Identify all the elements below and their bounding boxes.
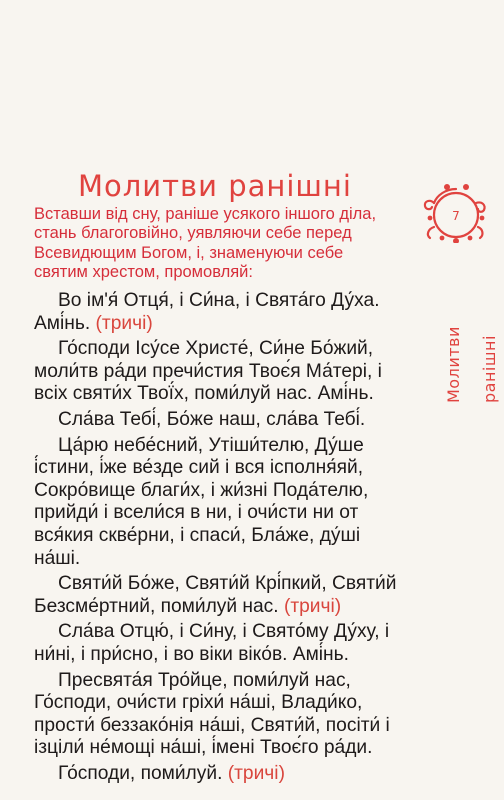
- page-title: Молитви ранішні: [78, 169, 352, 204]
- prayer-paragraph: Сла́ва Отцю́, і Си́ну, і Свято́му Ду́ху, і ни́ні, і при́сно, і во віки віко́в. Амі́нь.: [34, 621, 390, 665]
- prayer-paragraph: Пресвята́я Тро́йце, поми́луй нас, Го́споди, очи́сти гріхи́ на́ші, Влади́ко, прости́ беззако́нія на́ші, Святи́й, посіти́ і ізціли́ не́мощі на́ші, і́мені Твоє́го ра́ди.: [34, 669, 390, 759]
- repeat-note: (тричі): [222, 762, 285, 784]
- side-label-text: Молитви ранішні: [444, 326, 499, 403]
- prayer-paragraph: Святи́й Бо́же, Святи́й Крі́пкий, Святи́й Безсме́ртний, поми́луй нас. (тричі): [34, 573, 397, 617]
- intro-instruction: Вставши від сну, раніше усякого іншого діла, стань благоговійно, уявляючи себе перед Всевидющим Богом, і, знаменуючи себе святим хрестом, промовляй:: [34, 205, 377, 282]
- prayer-paragraph: Го́споди, поми́луй. (тричі): [58, 762, 285, 784]
- side-section-label: [436, 253, 499, 403]
- repeat-note: (тричі): [278, 595, 342, 617]
- prayer-list: [34, 290, 400, 785]
- ornament-icon: [420, 183, 492, 243]
- prayer-paragraph: Во ім'я́ Отця́, і Си́на, і Свята́го Ду́ха. Амі́нь. (тричі): [34, 290, 380, 334]
- prayer-paragraph: Го́споди Ісу́се Христе́, Си́не Бо́жий, моли́тв ра́ди пречи́стия Твоє́я Ма́тері, і всіх святи́х Твої́х, поми́луй нас. Амі́нь.: [34, 338, 382, 405]
- page-number-badge: [420, 183, 492, 243]
- prayer-paragraph: Сла́ва Тебі́, Бо́же наш, сла́ва Тебі́.: [58, 408, 366, 430]
- prayer-paragraph: Ца́рю небе́сний, Утіши́телю, Ду́ше і́стини, і́же ве́зде сий і вся ісполня́яй, Сокро́вище благи́х, і жи́зні Пода́телю, прийди́ і всели́ся в ни, і очи́сти ни от вся́кия скве́рни, і спаси́, Бла́же, ду́ші на́ші.: [34, 434, 369, 569]
- repeat-note: (тричі): [90, 312, 153, 334]
- page-number: 7: [452, 209, 460, 223]
